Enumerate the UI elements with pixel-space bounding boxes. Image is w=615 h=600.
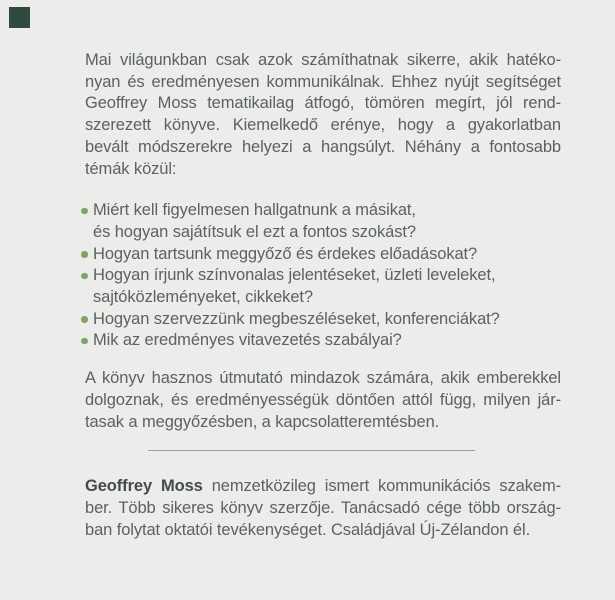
intro-line: Geoffrey Moss tematikailag átfogó, tömören megírt, jól rend- [85, 94, 561, 113]
intro-line: Mai világunkban csak azok számíthatnak sikerre, akik hatéko- [85, 51, 561, 69]
back-cover-text [85, 50, 561, 541]
list-item [85, 309, 561, 331]
summary-line: tasak a meggyőzésben, a kapcsolatteremtésben. [85, 412, 440, 431]
author-line [85, 476, 561, 498]
divider-line [148, 450, 475, 451]
summary-paragraph [85, 368, 561, 433]
topics-list [85, 200, 561, 352]
intro-paragraph [85, 50, 561, 180]
topic-line: Hogyan szervezzünk megbeszéléseket, konferenciákat? [93, 309, 500, 328]
author-paragraph [85, 476, 561, 541]
list-item [85, 200, 561, 243]
bullet-icon [81, 316, 88, 323]
corner-mark [9, 7, 30, 28]
intro-line: nyan és eredményesen kommunikálnak. Ehhez nyújt segítséget [85, 72, 561, 91]
topic-line: Mik az eredményes vitavezetés szabályai? [93, 331, 402, 350]
bullet-icon [81, 338, 88, 345]
author-line: ber. Több sikeres könyv szerzője. Tanácsadó cége több ország- [85, 498, 561, 517]
bullet-icon [81, 273, 88, 280]
author-name: Geoffrey Moss [85, 477, 203, 496]
topic-line: sajtóközleményeket, cikkeket? [93, 288, 313, 307]
author-line: ban folytat oktatói tevékenységet. Családjával Új-Zélandon él. [85, 520, 531, 539]
summary-line: dolgoznak, és eredményességük döntően attól függ, milyen jár- [85, 390, 561, 409]
topic-line: Hogyan írjunk színvonalas jelentéseket, üzleti leveleket, [93, 266, 496, 285]
intro-line: szerezett könyve. Kiemelkedő erénye, hogy a gyakorlatban [85, 116, 561, 135]
author-line-rest: nemzetközileg ismert kommunikációs szakem- [202, 477, 561, 496]
bullet-icon [81, 251, 88, 258]
list-item [85, 265, 561, 308]
intro-line: bevált módszerekre helyezi a hangsúlyt. Néhány a fontosabb [85, 137, 561, 156]
summary-line: A könyv hasznos útmutató mindazok számára, akik emberekkel [85, 369, 561, 388]
list-item [85, 244, 561, 266]
bullet-icon [81, 208, 88, 215]
intro-line: témák közül: [85, 159, 177, 178]
topic-line: és hogyan sajátítsuk el ezt a fontos szokást? [93, 222, 416, 241]
topic-line: Hogyan tartsunk meggyőző és érdekes előadásokat? [93, 244, 478, 263]
topic-line: Miért kell figyelmesen hallgatnunk a másikat, [93, 201, 416, 220]
list-item [85, 330, 561, 352]
